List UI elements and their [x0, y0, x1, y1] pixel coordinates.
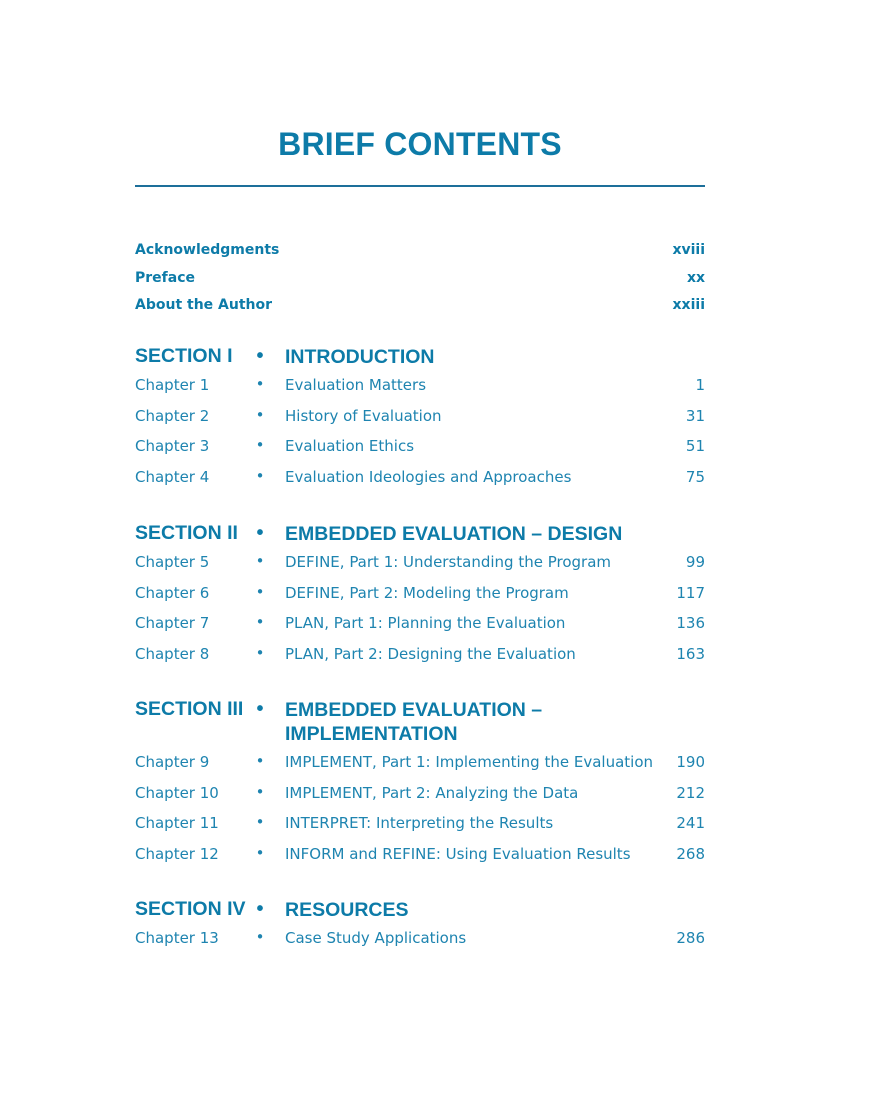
section-heading[interactable]: [135, 698, 705, 746]
chapter-row[interactable]: [135, 638, 705, 669]
chapter-row[interactable]: [135, 577, 705, 608]
bullet-icon: •: [255, 644, 265, 663]
chapter-row[interactable]: [135, 461, 705, 492]
chapter-title: Evaluation Ideologies and Approaches: [285, 468, 572, 487]
bullet-icon: •: [255, 613, 265, 632]
section-3: [135, 698, 705, 869]
section-label: SECTION III: [135, 698, 244, 720]
chapter-label: Chapter 4: [135, 468, 210, 487]
bullet-icon: •: [255, 405, 265, 424]
chapter-title: Case Study Applications: [285, 929, 467, 947]
chapter-label: Chapter 9: [135, 753, 210, 771]
chapter-title: Evaluation Matters: [285, 376, 427, 394]
chapter-row[interactable]: [135, 607, 705, 638]
section-label: SECTION II: [135, 522, 238, 544]
bullet-icon: •: [256, 698, 264, 720]
front-matter-item-about-author[interactable]: [135, 295, 705, 323]
chapter-title: DEFINE, Part 2: Modeling the Program: [285, 583, 569, 602]
chapter-label: Chapter 5: [135, 553, 210, 571]
section-title: EMBEDDED EVALUATION – IMPLEMENTATION: [285, 699, 543, 745]
front-matter-label: Acknowledgments: [135, 242, 280, 258]
chapter-page: 75: [685, 468, 705, 487]
chapter-title: History of Evaluation: [285, 406, 442, 425]
chapter-label: Chapter 7: [135, 614, 210, 633]
section-heading[interactable]: [135, 345, 705, 369]
section-title: EMBEDDED EVALUATION – DESIGN: [285, 523, 623, 545]
chapter-title: PLAN, Part 2: Designing the Evaluation: [285, 645, 576, 664]
section-heading[interactable]: [135, 898, 705, 922]
front-matter-list: [135, 240, 705, 323]
chapter-row[interactable]: [135, 430, 705, 461]
title-divider: [135, 185, 705, 187]
chapter-label: Chapter 2: [135, 406, 210, 425]
chapter-page: 1: [695, 376, 705, 394]
bullet-icon: •: [255, 844, 265, 863]
chapter-row[interactable]: [135, 369, 705, 400]
chapter-page: 99: [685, 553, 705, 571]
bullet-icon: •: [255, 928, 265, 946]
front-matter-label: About the Author: [135, 297, 273, 313]
chapter-page: 268: [676, 845, 705, 864]
bullet-icon: •: [255, 436, 265, 455]
bullet-icon: •: [255, 375, 265, 393]
bullet-icon: •: [255, 467, 265, 486]
bullet-icon: •: [256, 898, 264, 920]
front-matter-page: xxiii: [672, 297, 705, 313]
chapter-label: Chapter 3: [135, 437, 210, 456]
bullet-icon: •: [256, 345, 264, 367]
chapter-row[interactable]: [135, 807, 705, 838]
chapter-label: Chapter 12: [135, 845, 219, 864]
chapter-page: 136: [676, 614, 705, 633]
chapter-row[interactable]: [135, 546, 705, 577]
chapter-title: IMPLEMENT, Part 2: Analyzing the Data: [285, 783, 579, 802]
bullet-icon: •: [255, 752, 265, 770]
chapter-page: 241: [676, 814, 705, 833]
chapter-page: 31: [685, 406, 705, 425]
chapter-title: PLAN, Part 1: Planning the Evaluation: [285, 614, 566, 633]
chapter-label: Chapter 11: [135, 814, 219, 833]
front-matter-page: xviii: [672, 242, 705, 258]
section-2: [135, 522, 705, 669]
chapter-page: 51: [685, 437, 705, 456]
bullet-icon: •: [255, 582, 265, 601]
chapter-row[interactable]: [135, 838, 705, 869]
chapter-row[interactable]: [135, 777, 705, 808]
chapter-label: Chapter 13: [135, 929, 219, 947]
chapter-row[interactable]: [135, 746, 705, 777]
chapter-row[interactable]: [135, 922, 705, 953]
bullet-icon: •: [256, 522, 264, 544]
front-matter-item-preface[interactable]: [135, 268, 705, 296]
chapter-page: 190: [676, 753, 705, 771]
section-heading[interactable]: [135, 522, 705, 546]
chapter-title: INFORM and REFINE: Using Evaluation Results: [285, 845, 631, 864]
chapter-page: 117: [676, 583, 705, 602]
front-matter-item-acknowledgments[interactable]: [135, 240, 705, 268]
section-title: RESOURCES: [285, 899, 409, 921]
chapter-title: INTERPRET: Interpreting the Results: [285, 814, 554, 833]
chapter-page: 163: [676, 645, 705, 664]
chapter-page: 286: [676, 929, 705, 947]
front-matter-page: xx: [686, 269, 705, 286]
page-title: BRIEF CONTENTS: [278, 126, 562, 162]
bullet-icon: •: [255, 552, 265, 570]
front-matter-label: Preface: [135, 269, 195, 286]
chapter-row[interactable]: [135, 400, 705, 431]
chapter-title: Evaluation Ethics: [285, 437, 415, 456]
chapter-title: IMPLEMENT, Part 1: Implementing the Evaluation: [285, 753, 654, 771]
section-label: SECTION I: [135, 345, 233, 367]
chapter-title: DEFINE, Part 1: Understanding the Program: [285, 553, 612, 571]
chapter-label: Chapter 6: [135, 583, 210, 602]
section-1: [135, 345, 705, 492]
chapter-label: Chapter 1: [135, 376, 210, 394]
bullet-icon: •: [255, 813, 265, 832]
section-4: [135, 898, 705, 953]
chapter-label: Chapter 10: [135, 783, 219, 802]
chapter-label: Chapter 8: [135, 645, 210, 664]
section-title: INTRODUCTION: [285, 346, 435, 368]
bullet-icon: •: [255, 782, 265, 801]
section-label: SECTION IV: [135, 898, 246, 920]
chapter-page: 212: [676, 783, 705, 802]
